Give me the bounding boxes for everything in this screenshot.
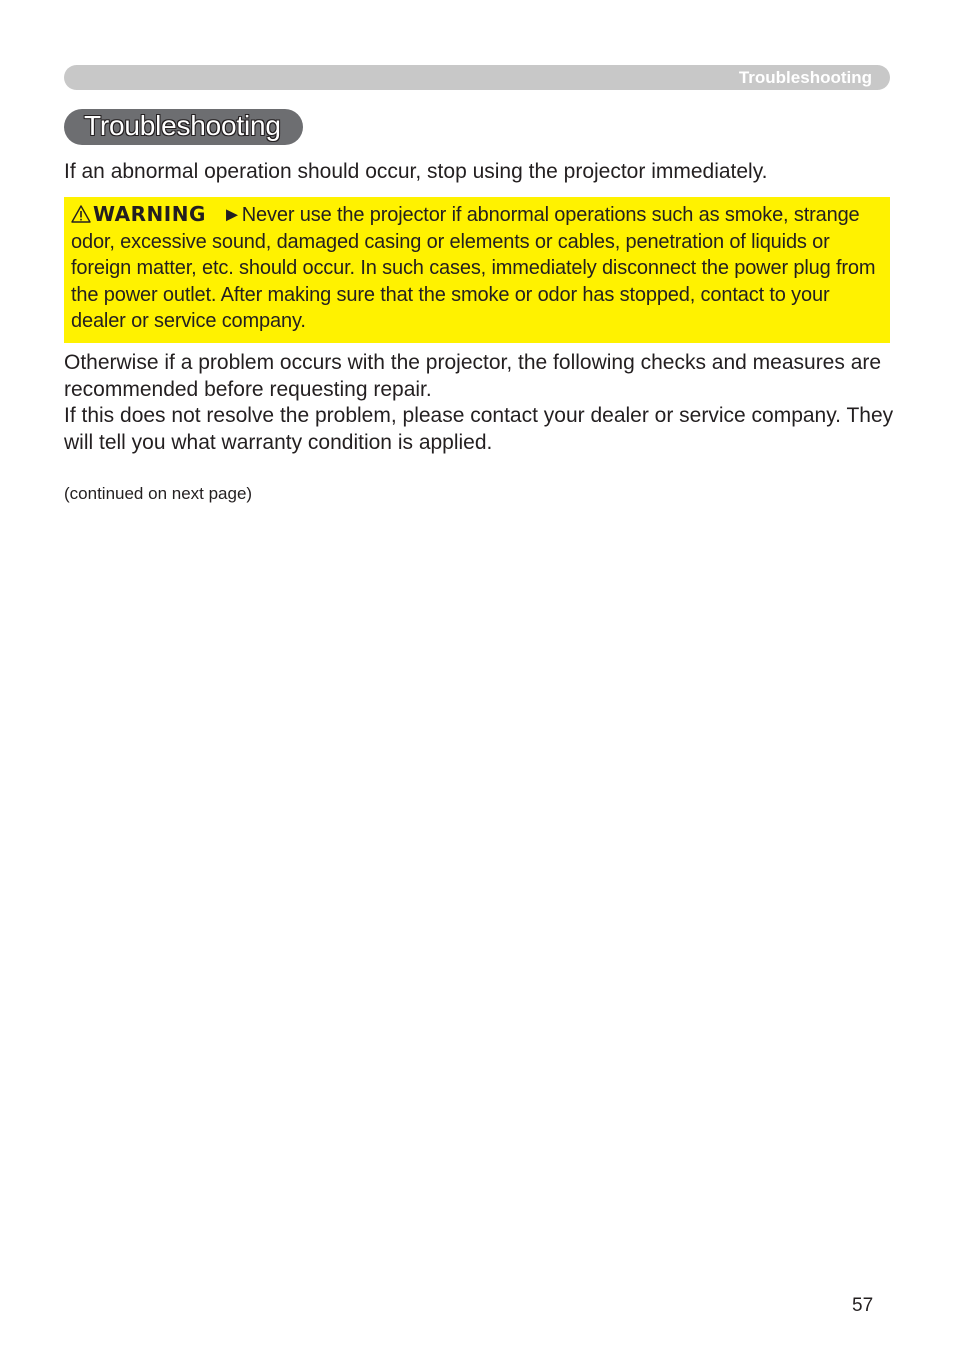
header-bar: [64, 65, 890, 90]
page-title-pill: [64, 109, 303, 145]
warning-arrow: ►: [222, 204, 242, 226]
body-paragraph-2: If this does not resolve the problem, please contact your dealer or service company. They will tell you what warranty condition is applied.: [64, 404, 894, 454]
header-section-label: Troubleshooting: [738, 68, 872, 87]
warning-content: [71, 201, 880, 335]
warning-label: WARNING: [93, 202, 206, 226]
body-text: [64, 350, 904, 456]
page-title: Troubleshooting: [84, 110, 281, 141]
warning-triangle-icon: [71, 205, 91, 223]
body-paragraph-1: Otherwise if a problem occurs with the projector, the following checks and measures are recommended before requesting repair.: [64, 351, 882, 401]
intro-text: If an abnormal operation should occur, stop using the projector immediately.: [64, 160, 768, 183]
warning-box: [64, 197, 890, 343]
page-number: 57: [852, 1295, 874, 1316]
continued-note: (continued on next page): [64, 484, 253, 503]
warning-text: Never use the projector if abnormal operations such as smoke, strange odor, excessive sound, damaged casing or elements or cables, penetration of liquids or foreign matter, etc. should occur. In such cases, immediately disconnect the power plug from the power outlet. After making sure that the smoke or odor has stopped, contact to your dealer or service company.: [71, 204, 876, 332]
